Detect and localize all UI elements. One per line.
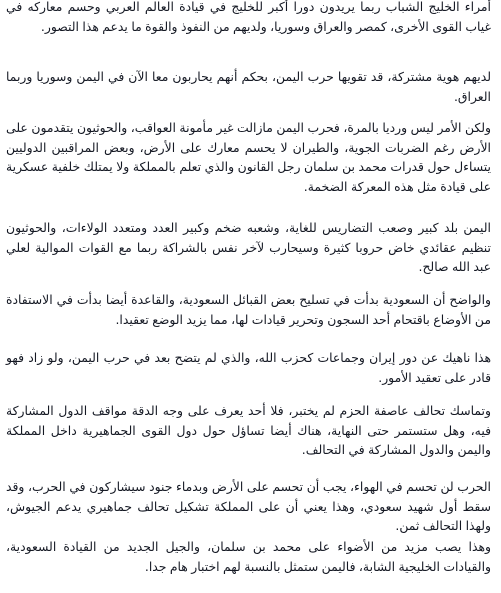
article-paragraph: اليمن بلد كبير وصعب التضاريس للغاية، وشعبه ضخم وكبير العدد ومتعدد الولاءات، والحوثيون تنظيم عقائدي خاض حروبا كثيرة وسيحارب لآخر نفس بالشراكة ربما مع القوات الموالية لعلي عبد الله صالح. xyxy=(6,220,491,274)
article-paragraph: والواضح أن السعودية بدأت في تسليح بعض القبائل السعودية، والقاعدة أيضا بدأت في الاستفادة من الأوضاع باقتحام أحد السجون وتحرير قيادات لها، مما يزيد الوضع تعقيدا. xyxy=(6,292,491,327)
article-paragraph: ولكن الأمر ليس ورديا بالمرة، فحرب اليمن مازالت غير مأمونة العواقب، والحوثيون يتقدمون على الأرض رغم الضربات الجوية، والطيران لا يحسم معارك على الأرض، وبعض المراقبين الدوليين يتساءل حول قدرات محمد بن سلمان رجل القانون والذي تعلم بالمملكة ولا يمتلك خلفية عسكرية على قيادة مثل هذه المعركة الضخمة. xyxy=(6,120,491,194)
article-paragraph: لديهم هوية مشتركة، قد تقويها حرب اليمن، بحكم أنهم يحاربون معا الآن في اليمن وسوريا وربما العراق. xyxy=(6,69,491,104)
article-paragraph: الحرب لن تحسم في الهواء، يجب أن تحسم على الأرض وبدماء جنود سيشاركون في الحرب، وقد سقط أول شهيد سعودي، وهذا يعني أن على المملكة تشكيل تحالف جماهيري يدعم الجيوش، ولهذا التحالف ثمن. xyxy=(6,479,491,533)
article-paragraph: وهذا يصب مزيد من الأضواء على محمد بن سلمان، والجيل الجديد من القيادة السعودية، والقيادات الخليجية الشابة، فاليمن ستمثل بالنسبة لهم اختبار هام جدا. xyxy=(6,539,491,574)
article-paragraph: وتماسك تحالف عاصفة الحزم لم يختبر، فلا أحد يعرف على وجه الدقة مواقف الدول المشاركة فيه، وهل ستستمر حتى النهاية، هناك أيضا تساؤل حول دول القوى الجماهيرية داخل المملكة واليمن والدول المشاركة في التحالف. xyxy=(6,403,491,457)
article-paragraph: أمراء الخليج الشباب ربما يريدون دورا أكبر للخليج في قيادة العالم العربي وحسم معاركه في غياب القوى الأخرى، كمصر والعراق وسوريا، ولديهم من النفوذ والقوة ما يدعم هذا التصور. xyxy=(6,0,491,34)
article-paragraph: هذا ناهيك عن دور إيران وجماعات كحزب الله، والذي لم يتضح بعد في حرب اليمن، ولو زاد فهو قادر على تعقيد الأمور. xyxy=(6,350,491,385)
